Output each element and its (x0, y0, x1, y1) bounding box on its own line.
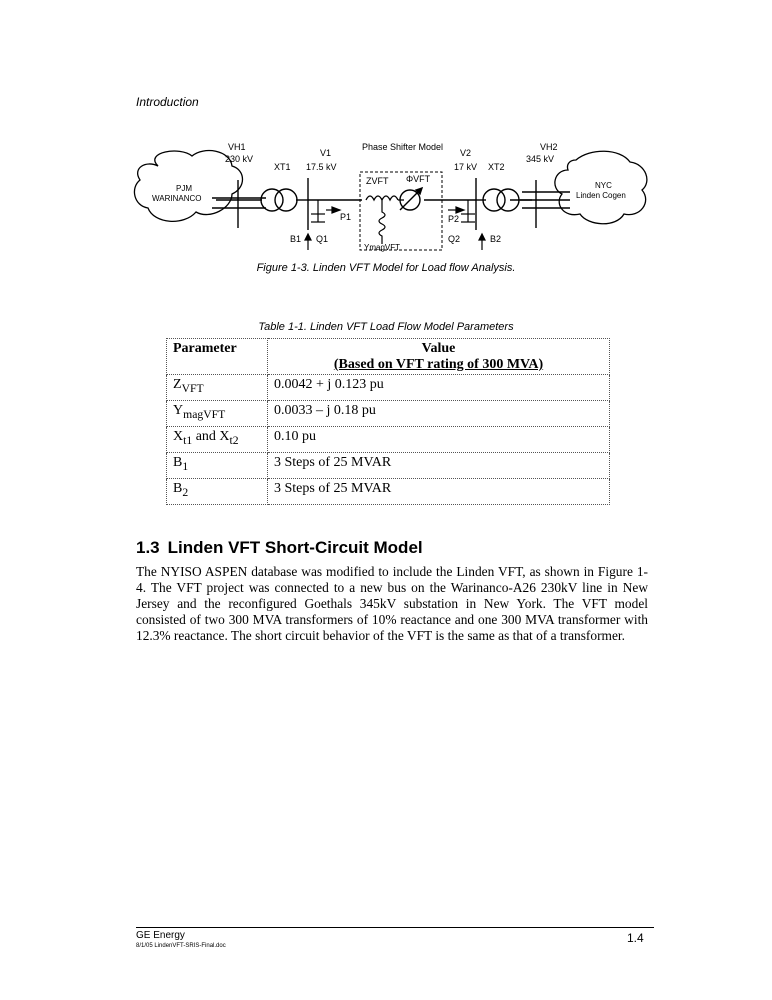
label-q1: Q1 (316, 234, 329, 244)
table-row (167, 479, 610, 505)
value-cell: 0.0042 + j 0.123 pu (268, 375, 610, 401)
section-heading (136, 538, 423, 558)
header-value (268, 339, 610, 375)
left-system-name: PJM (176, 184, 192, 193)
label-vh1: VH1 (228, 142, 246, 152)
label-b2: B2 (490, 234, 502, 244)
param-cell: $B_1$ (167, 453, 268, 479)
label-phivft: ΦVFT (406, 174, 431, 184)
left-system-subname: WARINANCO (152, 194, 202, 203)
body-paragraph: The NYISO ASPEN database was modified to include the Linden VFT, as shown in Figure 1-4. The VFT project was connected to a new bus on the Warinanco-A26 230kV line in New Jersey and the reconfigured Goethals 345kV substation in New York. The VFT model consisted of two 300 MVA transformers of 10% reactance and one 300 MVA transformer with 12.3% reactance. The short circuit behavior of the VFT is the same as that of a transformer. (136, 564, 648, 643)
label-ymag: YmagVFT (364, 243, 401, 252)
section-number: 1.3 (136, 538, 160, 557)
param-cell: $X_{t1}$ and $X_{t2}$ (167, 427, 268, 453)
right-system-name: NYC (595, 181, 612, 190)
table-row (167, 401, 610, 427)
label-v2-kv: 17 kV (454, 162, 478, 172)
transformer-t1 (261, 189, 297, 211)
table-row (167, 375, 610, 401)
label-v2: V2 (460, 148, 472, 158)
label-p2: P2 (448, 214, 460, 224)
label-b1: B1 (290, 234, 302, 244)
label-xt1: XT1 (274, 162, 291, 172)
param-cell: $Y_{magVFT}$ (167, 401, 268, 427)
header-value-label: Value (421, 341, 456, 356)
label-vh1-kv: 230 kV (225, 154, 254, 164)
label-zvft: ZVFT (366, 176, 389, 186)
figure-caption: Figure 1-3. Linden VFT Model for Load flow Analysis. (256, 262, 516, 274)
label-xt2: XT2 (488, 162, 505, 172)
phase-shifter-symbol (400, 188, 422, 210)
label-vh2: VH2 (540, 142, 558, 152)
section-title: Linden VFT Short-Circuit Model (167, 538, 423, 557)
value-cell: 3 Steps of 25 MVAR (268, 453, 610, 479)
label-q2: Q2 (448, 234, 461, 244)
param-cell: $Z_{VFT}$ (167, 375, 268, 401)
table-header-row (167, 339, 610, 375)
value-cell: 0.10 pu (268, 427, 610, 453)
header-value-basis: (Based on VFT rating of 300 MVA) (333, 357, 544, 372)
linden-vft-diagram (130, 138, 650, 263)
label-vh2-kv: 345 kV (526, 154, 555, 164)
section-header-label: Introduction (136, 95, 199, 109)
one-line-connections (212, 178, 570, 230)
phase-shifter-title: Phase Shifter Model (362, 142, 444, 152)
footer-divider (136, 927, 654, 928)
ymag-shunt-symbol (379, 200, 385, 244)
footer-filename: 8/1/05 LindenVFT-SRIS-Final.doc (136, 943, 226, 949)
label-v1-kv: 17.5 kV (306, 162, 337, 172)
header-parameter: Parameter (167, 339, 268, 375)
right-system-subname: Linden Cogen (576, 191, 626, 200)
page-number: 1.4 (627, 931, 644, 945)
param-cell: $B_2$ (167, 479, 268, 505)
parameters-table (166, 338, 610, 505)
zvft-inductor-symbol (366, 196, 398, 200)
value-cell: 0.0033 – j 0.18 pu (268, 401, 610, 427)
footer-info (136, 930, 226, 952)
footer-company: GE Energy (136, 930, 185, 941)
value-cell: 3 Steps of 25 MVAR (268, 479, 610, 505)
label-p1: P1 (340, 212, 352, 222)
table-caption: Table 1-1. Linden VFT Load Flow Model Parameters (258, 321, 514, 333)
label-v1: V1 (320, 148, 332, 158)
table-row (167, 427, 610, 453)
table-row (167, 453, 610, 479)
